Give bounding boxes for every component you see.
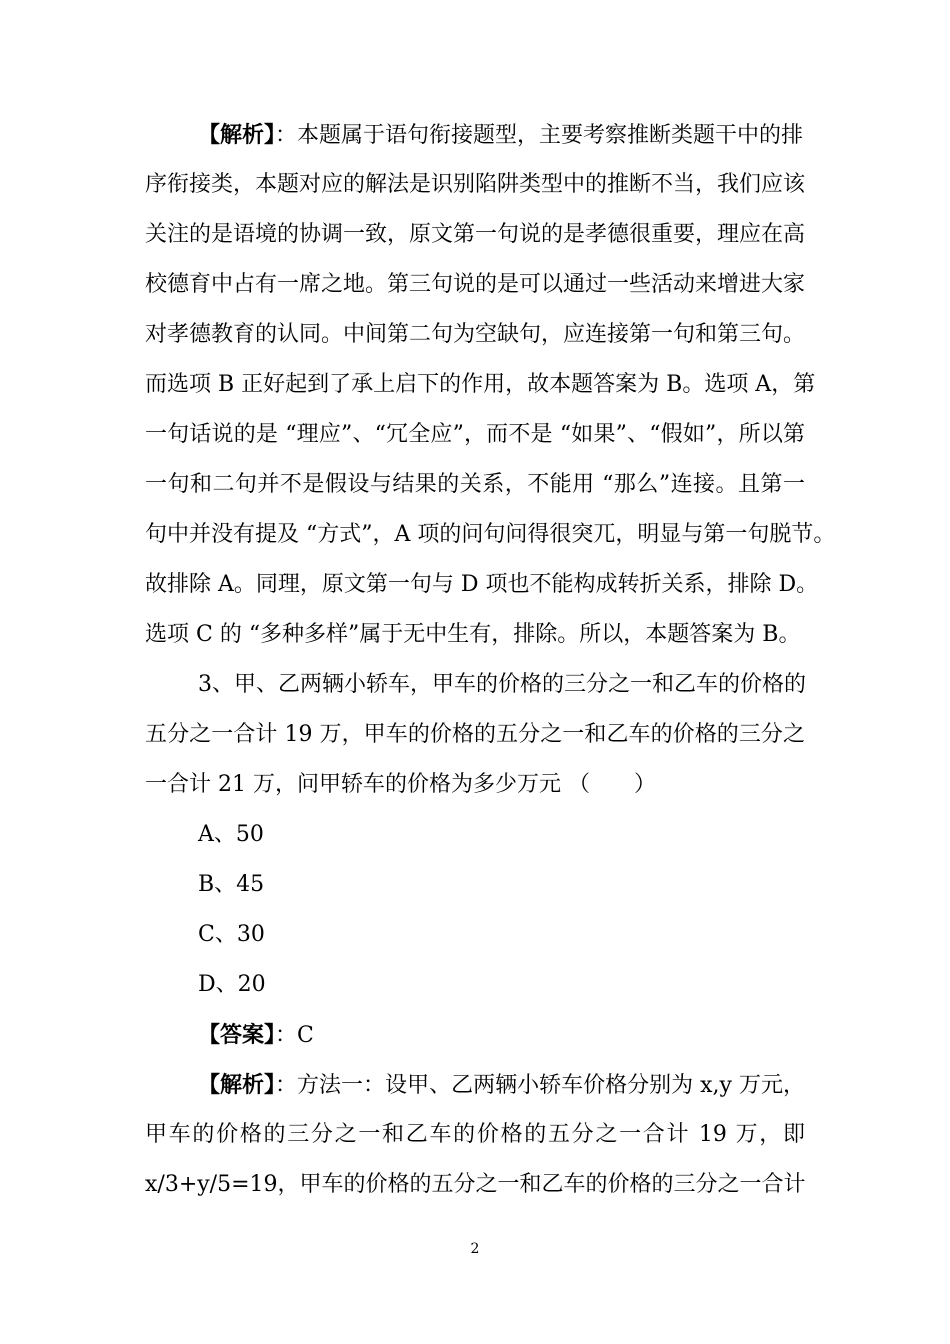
- analysis-paragraph-line-11: 选项 C 的 “多种多样”属于无中生有，排除。所以，本题答案为 B。: [145, 622, 801, 647]
- question-3-line-3: 一合计 21 万，问甲轿车的价格为多少万元 （ ）: [145, 772, 656, 797]
- answer-line: [198, 1020, 858, 1050]
- analysis-text: ：本题属于语句衔接题型，主要考察推断类题干中的排: [275, 123, 804, 148]
- option-b: B、45: [198, 872, 265, 897]
- solution-line-3: x/3+y/5=19，甲车的价格的五分之一和乙车的价格的三分之一合计: [145, 1172, 806, 1197]
- analysis-paragraph-line-4: 校德育中占有一席之地。第三句说的是可以通过一些活动来增进大家: [145, 272, 806, 297]
- option-a: A、50: [198, 822, 264, 847]
- analysis-paragraph-line-6: 而选项 B 正好起到了承上启下的作用，故本题答案为 B。选项 A，第: [145, 372, 816, 397]
- analysis-paragraph-line-7: 一句话说的是 “理应”、“冗全应”，而不是 “如果”、“假如”，所以第: [145, 422, 805, 447]
- option-c: C、30: [198, 922, 265, 947]
- analysis-paragraph-line-3: 关注的是语境的协调一致，原文第一句说的是孝德很重要，理应在高: [145, 222, 806, 247]
- analysis-paragraph-line-2: 序衔接类，本题对应的解法是识别陷阱类型中的推断不当，我们应该: [145, 172, 806, 197]
- page-number: 2: [470, 1241, 480, 1257]
- option-d: D、20: [198, 972, 266, 997]
- solution-label: 【解析】: [198, 1072, 276, 1098]
- solution-line-2: 甲车的价格的三分之一和乙车的价格的五分之一合计 19 万，即: [145, 1122, 805, 1147]
- solution-text: ：方法一：设甲、乙两辆小轿车价格分别为 x,y 万元，: [275, 1073, 805, 1098]
- analysis-paragraph-line-5: 对孝德教育的认同。中间第二句为空缺句，应连接第一句和第三句。: [145, 322, 806, 347]
- answer-label: 【答案】: [198, 1022, 276, 1048]
- analysis-label: 【解析】: [198, 122, 276, 148]
- question-3-line-1: 3、甲、乙两辆小轿车，甲车的价格的三分之一和乙车的价格的: [198, 672, 806, 697]
- analysis-paragraph-line-8: 一句和二句并不是假设与结果的关系，不能用 “那么”连接。且第一: [145, 472, 805, 497]
- analysis-paragraph-line-9: 句中并没有提及 “方式”，A 项的问句问得很突兀，明显与第一句脱节。: [145, 522, 836, 547]
- answer-value: ：C: [275, 1023, 314, 1048]
- analysis-paragraph-line-10: 故排除 A。同理，原文第一句与 D 项也不能构成转折关系，排除 D。: [145, 572, 819, 597]
- analysis-paragraph-line-1: [198, 120, 805, 150]
- question-3-line-2: 五分之一合计 19 万，甲车的价格的五分之一和乙车的价格的三分之: [145, 722, 805, 747]
- solution-line-1: [198, 1070, 805, 1100]
